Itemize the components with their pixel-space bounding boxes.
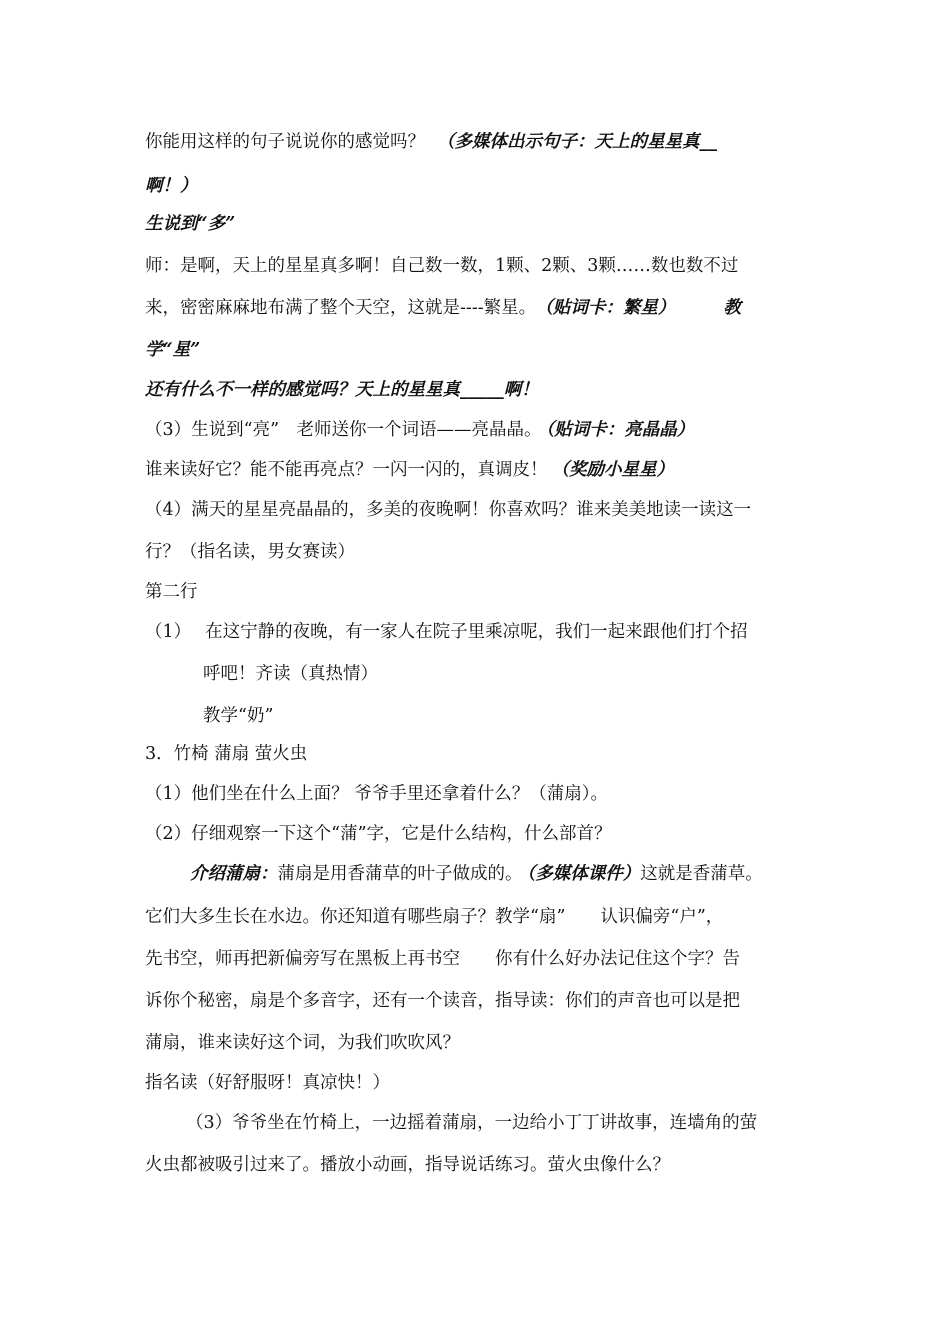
text-run: 先书空，师再把新偏旁写在黑板上再书空 你有什么好办法记住这个字？告	[145, 949, 740, 969]
paragraph-line	[145, 1071, 815, 1095]
paragraph-line	[203, 662, 873, 686]
paragraph-line	[145, 174, 815, 198]
list-marker: （1）	[145, 622, 192, 642]
emphasis-text: 啊！）	[145, 176, 198, 196]
text-run: （3）爷爷坐在竹椅上，一边摇着蒲扇，一边给小丁丁讲故事，连墙角的萤	[186, 1113, 758, 1133]
paragraph-line	[145, 822, 815, 846]
text-run: 火虫都被吸引过来了。播放小动画，指导说话练习。萤火虫像什么？	[145, 1155, 670, 1175]
emphasis-text: （贴词卡：亮晶晶）	[545, 420, 695, 440]
paragraph-line	[145, 212, 815, 236]
paragraph-line	[145, 540, 815, 564]
section-heading	[145, 742, 815, 766]
paragraph-line	[190, 862, 860, 886]
emphasis-text: （贴词卡：繁星）	[544, 298, 676, 318]
emphasis-text: 啊！	[503, 380, 539, 400]
text-run: 指名读（好舒服呀！真凉快！）	[145, 1073, 390, 1093]
paragraph-line	[145, 458, 815, 482]
paragraph-line	[186, 1111, 856, 1135]
emphasis-text: （多媒体课件）	[526, 864, 641, 884]
paragraph-line	[145, 989, 815, 1013]
text-run: 教学“奶”	[203, 706, 274, 726]
paragraph-line	[145, 130, 815, 154]
text-run: 3．竹椅 蒲扇 萤火虫	[145, 744, 308, 764]
paragraph-line	[145, 378, 815, 402]
text-run: （3）生说到“亮” 老师送你一个词语——亮晶晶。	[145, 420, 542, 440]
paragraph-line	[145, 620, 815, 644]
text-run: （1）他们坐在什么上面？ 爷爷手里还拿着什么？（蒲扇）。	[145, 784, 608, 804]
emphasis-text: 学“星”	[145, 340, 201, 360]
paragraph-line	[145, 254, 815, 278]
text-run: 在这宁静的夜晚，有一家人在院子里乘凉呢，我们一起来跟他们打个招	[205, 622, 748, 642]
emphasis-text: 还有什么不一样的感觉吗？天上的星星真	[145, 380, 460, 400]
paragraph-line	[145, 296, 815, 320]
text-run: 诉你个秘密，扇是个多音字，还有一个读音，指导读：你们的声音也可以是把	[145, 991, 740, 1011]
text-run: 这就是香蒲草。	[640, 864, 763, 884]
text-run: 蒲扇，谁来读好这个词，为我们吹吹风？	[145, 1033, 460, 1053]
paragraph-line	[145, 782, 815, 806]
paragraph-line	[145, 338, 815, 362]
paragraph-line	[145, 418, 815, 442]
text-run: 行？（指名读，男女赛读）	[145, 542, 355, 562]
emphasis-text: 生说到“多”	[145, 214, 236, 234]
paragraph-line	[145, 947, 815, 971]
emphasis-text: （多媒体出示句子：天上的星星真__	[437, 132, 717, 152]
paragraph-line	[145, 905, 815, 929]
section-heading	[145, 580, 815, 604]
text-run: 师：是啊，天上的星星真多啊！自己数一数，1颗、2颗、3颗……数也数不过	[145, 256, 739, 276]
paragraph-line	[145, 1031, 815, 1055]
text-run: 来，密密麻麻地布满了整个天空，这就是----繁星。	[145, 298, 537, 318]
text-run: 呼吧！齐读（真热情）	[203, 664, 378, 684]
emphasis-text: （奖励小星星）	[551, 460, 674, 480]
text-run: 谁来读好它？能不能再亮点？一闪一闪的，真调皮！	[145, 460, 548, 480]
text-run: 第二行	[145, 582, 198, 602]
text-run: 你能用这样的句子说说你的感觉吗？	[145, 132, 425, 152]
paragraph-line	[145, 498, 815, 522]
blank-underline: _____	[460, 380, 504, 400]
text-run: （2）仔细观察一下这个“蒲”字，它是什么结构，什么部首？	[145, 824, 612, 844]
paragraph-line	[145, 1153, 815, 1177]
text-run: 它们大多生长在水边。你还知道有哪些扇子？教学“扇” 认识偏旁“户”，	[145, 907, 724, 927]
emphasis-text: 介绍蒲扇：	[190, 864, 278, 884]
text-run: 蒲扇是用香蒲草的叶子做成的。	[277, 864, 523, 884]
emphasis-text: 教	[723, 298, 741, 318]
paragraph-line	[203, 704, 873, 728]
text-run: （4）满天的星星亮晶晶的，多美的夜晚啊！你喜欢吗？谁来美美地读一读这一	[145, 500, 752, 520]
